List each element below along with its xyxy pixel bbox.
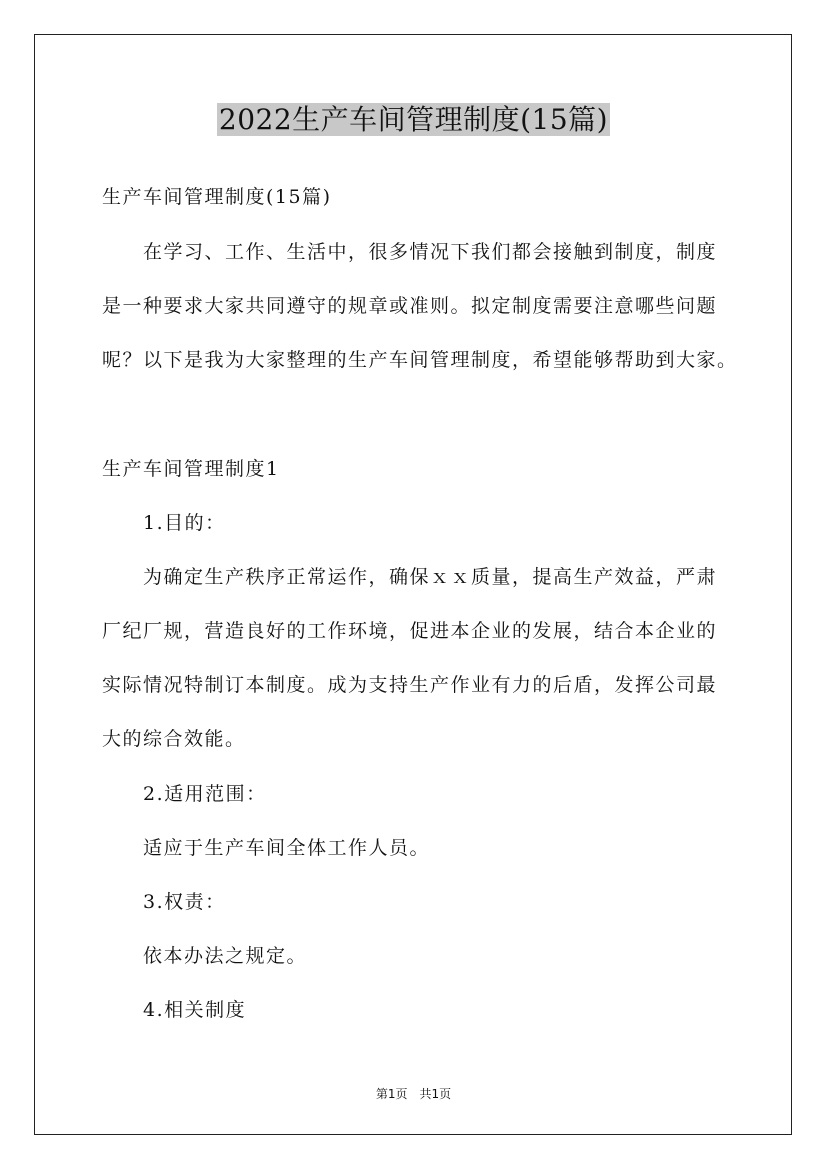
- item1-body-line-4: 大的综合效能。: [102, 728, 246, 750]
- section-title: 生产车间管理制度1: [102, 458, 280, 480]
- item4-heading: 4.相关制度: [143, 999, 247, 1021]
- item3-body: 依本办法之规定。: [143, 945, 308, 967]
- document-title-container: [0, 100, 827, 140]
- item1-body-line-1: 为确定生产秩序正常运作，确保ｘｘ质量，提高生产效益，严肃: [143, 566, 718, 588]
- document-title: 2022生产车间管理制度(15篇): [218, 103, 609, 136]
- page-footer: 第1页 共1页: [375, 1087, 452, 1101]
- intro-line-2: 是一种要求大家共同遵守的规章或准则。拟定制度需要注意哪些问题: [102, 295, 718, 317]
- item1-body-line-2: 厂纪厂规，营造良好的工作环境，促进本企业的发展，结合本企业的: [102, 620, 718, 642]
- subtitle: 生产车间管理制度(15篇): [102, 186, 332, 208]
- item3-heading: 3.权责：: [143, 891, 226, 913]
- item2-body: 适应于生产车间全体工作人员。: [143, 837, 431, 859]
- intro-line-1: 在学习、工作、生活中，很多情况下我们都会接触到制度，制度: [143, 241, 718, 263]
- intro-line-3: 呢？以下是我为大家整理的生产车间管理制度，希望能够帮助到大家。: [102, 349, 738, 371]
- item1-body-line-3: 实际情况特制订本制度。成为支持生产作业有力的后盾，发挥公司最: [102, 674, 718, 696]
- item2-heading: 2.适用范围：: [143, 783, 267, 805]
- item1-heading: 1.目的：: [143, 512, 226, 534]
